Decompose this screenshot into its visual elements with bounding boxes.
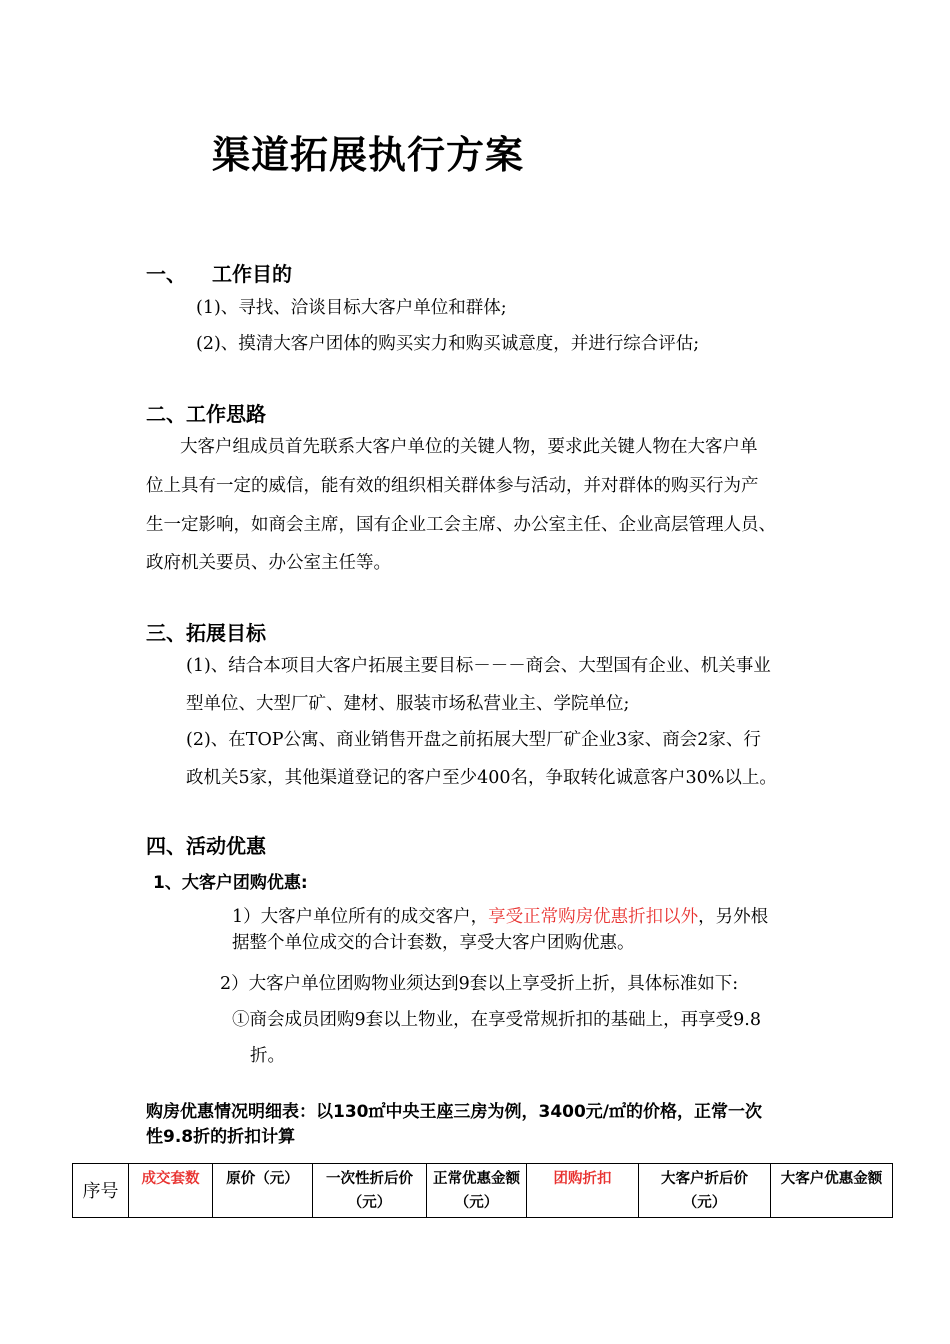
s4-para-2: 2）大客户单位团购物业须达到9套以上享受折上折，具体标准如下:: [220, 974, 739, 994]
col-header-original-price: 原价（元）: [213, 1164, 313, 1218]
section-1-title: 工作目的: [212, 262, 292, 286]
s2-line-4: 政府机关要员、办公室主任等。: [146, 553, 391, 573]
s3-line-4: 政机关5家，其他渠道登记的客户至少400名，争取转化诚意客户30%以上。: [186, 768, 777, 788]
s4-para-1-line-2: 据整个单位成交的合计套数，享受大客户团购优惠。: [232, 933, 635, 953]
discount-table: [72, 1163, 893, 1218]
col-header-index: 序号: [73, 1164, 129, 1218]
col-header-group-discount: 团购折扣: [527, 1164, 639, 1218]
s2-line-1: 大客户组成员首先联系大客户单位的关键人物，要求此关键人物在大客户单: [180, 437, 758, 457]
s1-item-1: (1)、寻找、洽谈目标大客户单位和群体;: [196, 298, 507, 318]
s3-line-2: 型单位、大型厂矿、建材、服装市场私营业主、学院单位;: [186, 694, 630, 714]
table-caption-line-2: 性9.8折的折扣计算: [146, 1127, 296, 1147]
s4-subheading: 1、大客户团购优惠:: [153, 873, 308, 893]
page-title: 渠道拓展执行方案: [212, 132, 525, 177]
table-caption-line-1: 购房优惠情况明细表：以130㎡中央王座三房为例，3400元/㎡的价格，正常一次: [146, 1102, 763, 1122]
s2-line-2: 位上具有一定的威信，能有效的组织相关群体参与活动，并对群体的购买行为产: [146, 476, 759, 496]
col-header-vip-price: 大客户折后价（元）: [639, 1164, 771, 1218]
col-header-normal-discount: 正常优惠金额（元）: [427, 1164, 527, 1218]
s4-p1-post: ，另外根: [698, 907, 769, 927]
section-1-heading: [146, 258, 292, 287]
section-1-number: 一、: [146, 262, 186, 286]
section-3-heading: 三、拓展目标: [146, 621, 266, 645]
col-header-one-time-price: 一次性折后价（元）: [313, 1164, 427, 1218]
s4-para-1-line-1: [232, 903, 768, 928]
s4-para-3-line-1: ①商会成员团购9套以上物业，在享受常规折扣的基础上，再享受9.8: [232, 1010, 761, 1030]
s1-item-2: (2)、摸清大客户团体的购买实力和购买诚意度，并进行综合评估;: [196, 334, 700, 354]
s3-line-3: (2)、在TOP公寓、商业销售开盘之前拓展大型厂矿企业3家、商会2家、行: [186, 730, 761, 750]
s4-p1-highlight: 享受正常购房优惠折扣以外: [488, 907, 699, 927]
col-header-units-sold: 成交套数: [129, 1164, 213, 1218]
section-2-heading: 二、工作思路: [146, 402, 266, 426]
section-4-heading: 四、活动优惠: [146, 834, 266, 858]
s4-para-3-line-2: 折。: [250, 1046, 285, 1066]
s3-line-1: (1)、结合本项目大客户拓展主要目标－－－商会、大型国有企业、机关事业: [186, 656, 771, 676]
col-header-vip-discount-amount: 大客户优惠金额: [771, 1164, 893, 1218]
table-header-row: [73, 1164, 893, 1218]
s4-p1-pre: 1）大客户单位所有的成交客户，: [232, 907, 489, 927]
s2-line-3: 生一定影响，如商会主席，国有企业工会主席、办公室主任、企业高层管理人员、: [146, 515, 776, 535]
